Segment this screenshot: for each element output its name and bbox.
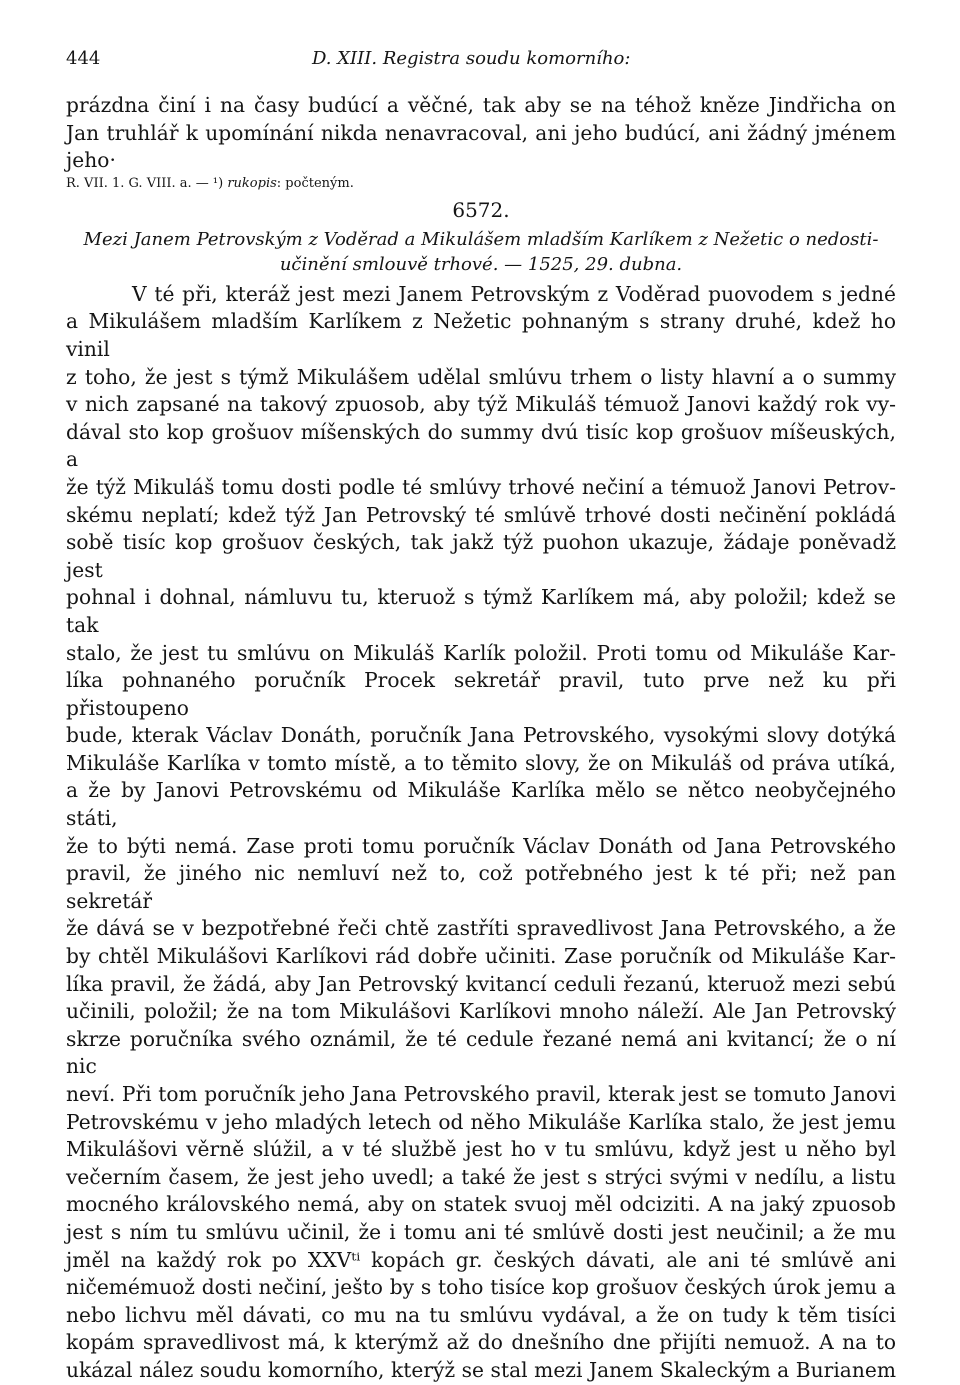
- text-line: dával sto kop grošuov míšenských do summy dvú tisíc kop grošuov míšeuských, a: [66, 419, 896, 472]
- text-line: nebo lichvu měl dávati, co mu na tu smlúvu vydával, a že on tudy k těm tisíci: [66, 1302, 896, 1327]
- text-line: by chtěl Mikulášovi Karlíkovi rád dobře učiniti. Zase poručník od Mikuláše Kar-: [66, 944, 896, 969]
- text-line: učinili, položil; že na tom Mikulášovi Karlíkovi mnoho náleží. Ale Jan Petrovský: [66, 999, 896, 1024]
- document-page: [66, 40, 896, 1385]
- text-line: líka pravil, že žádá, aby Jan Petrovský kvitancí ceduli řezanú, kteruož mezi sebú: [66, 971, 896, 996]
- text-line: skrze poručníka svého oznámil, že té cedule řezané nemá ani kvitancí; že o ní nic: [66, 1026, 896, 1079]
- text-line: že týž Mikuláš tomu dosti podle té smlúvy trhové nečiní a témuož Janovi Petrov-: [66, 474, 896, 499]
- footnote-sigla: R. VII. 1. G. VIII. a. —: [66, 175, 213, 191]
- footnote-marker: ¹): [212, 175, 224, 191]
- footnote-text: : počteným.: [276, 175, 354, 191]
- text-line: Petrovskému v jeho mladých letech od něho Mikuláše Karlíka stalo, že jest jemu: [66, 1109, 896, 1134]
- footnote: [66, 175, 896, 193]
- text-line: Jan truhlář k upomínání nikda nenavracoval, ani jeho budúcí, ani žádný jménem jeho·: [66, 120, 896, 173]
- text-line: V té při, kteráž jest mezi Janem Petrovským z Voděrad puovodem s jedné: [132, 281, 896, 306]
- text-line: jměl na každý rok po XXVᵗⁱ kopách gr. českých dávati, ale ani té smlúvě ani: [66, 1247, 896, 1272]
- text-line: bude, kterak Václav Donáth, poručník Jana Petrovského, vysokými slovy dotýká: [66, 723, 896, 748]
- text-line: neví. Při tom poručník jeho Jana Petrovského pravil, kterak jest se tomuto Janovi: [66, 1082, 896, 1106]
- text-line: stalo, že jest tu smlúvu on Mikuláš Karlík položil. Proti tomu od Mikuláše Kar-: [66, 640, 896, 665]
- footnote-label: rukopis: [227, 175, 277, 191]
- document-summary: [66, 227, 896, 277]
- document-body: [66, 281, 896, 1385]
- text-line: večerním časem, že jest jeho uvedl; a také že jest s strýci svými v nedílu, a listu: [66, 1164, 896, 1189]
- text-line: Mikulášovi věrně slúžil, a v té službě jest ho v tu smlúvu, když jest u něho byl: [66, 1137, 896, 1162]
- summary-line: učinění smlouvě trhové. — 1525, 29. dubna.: [279, 253, 683, 275]
- page-number: 444: [66, 48, 101, 69]
- text-line: a že by Janovi Petrovskému od Mikuláše Karlíka mělo se nětco neobyčejného státi,: [66, 778, 896, 831]
- document-number: 6572.: [452, 197, 510, 222]
- text-line: pravil, že jiného nic nemluví než to, což potřebného jest k té při; než pan sekretář: [66, 861, 896, 913]
- page-header: [66, 40, 896, 74]
- text-line: že dává se v bezpotřebné řeči chtě zastříti spravedlivost Jana Petrovského, a že: [66, 916, 896, 941]
- text-line: ukázal nález soudu komorního, kterýž se stal mezi Janem Skaleckým a Burianem: [66, 1357, 896, 1382]
- text-line: v nich zapsané na takový zpuosob, aby týž Mikuláš témuož Janovi každý rok vy-: [66, 392, 896, 417]
- text-line: sobě tisíc kop grošuov českých, tak jakž týž puohon ukazuje, žádaje poněvadž jest: [66, 530, 896, 582]
- opening-paragraph: [66, 92, 896, 175]
- text-line: že to býti nemá. Zase proti tomu poručník Václav Donáth od Jana Petrovského: [66, 833, 896, 858]
- text-line: kopám spravedlivost má, k kterýmž až do dnešního dne přijíti nemuož. A na to: [66, 1330, 896, 1355]
- text-line: líka pohnaného poručník Procek sekretář pravil, tuto prve než ku při přistoupeno: [66, 668, 896, 720]
- text-line: Mikuláše Karlíka v tomto místě, a to těmito slovy, že on Mikuláš od práva utíká,: [66, 750, 896, 775]
- text-line: mocného královského nemá, aby on statek svuoj měl odciziti. A na jaký zpuosob: [66, 1192, 896, 1217]
- text-line: ničemémuož dosti nečiní, ješto by s toho tisíce kop grošuov českých úrok jemu a: [66, 1275, 896, 1300]
- running-head: D. XIII. Registra soudu komorního:: [312, 48, 631, 69]
- text-line: a Mikulášem mladším Karlíkem z Nežetic pohnaným s strany druhé, kdež ho vinil: [66, 309, 896, 361]
- text-line: skému neplatí; kdež týž Jan Petrovský té smlúvě trhové dosti nečinění pokládá: [66, 502, 896, 527]
- text-line: pohnal i dohnal, námluvu tu, kteruož s týmž Karlíkem má, aby položil; kdež se tak: [66, 585, 896, 637]
- text-line: jest s ním tu smlúvu učinil, že i tomu ani té smlúvě dosti jest neučinil; a že mu: [66, 1219, 896, 1244]
- summary-line: Mezi Janem Petrovským z Voděrad a Mikulášem mladším Karlíkem z Nežetic o nedosti-: [83, 228, 879, 250]
- text-line: z toho, že jest s týmž Mikulášem udělal smlúvu trhem o listy hlavní a o summy: [66, 364, 896, 389]
- text-line: prázdna činí i na časy budúcí a věčné, tak aby se na téhož kněze Jindřicha on: [66, 93, 896, 117]
